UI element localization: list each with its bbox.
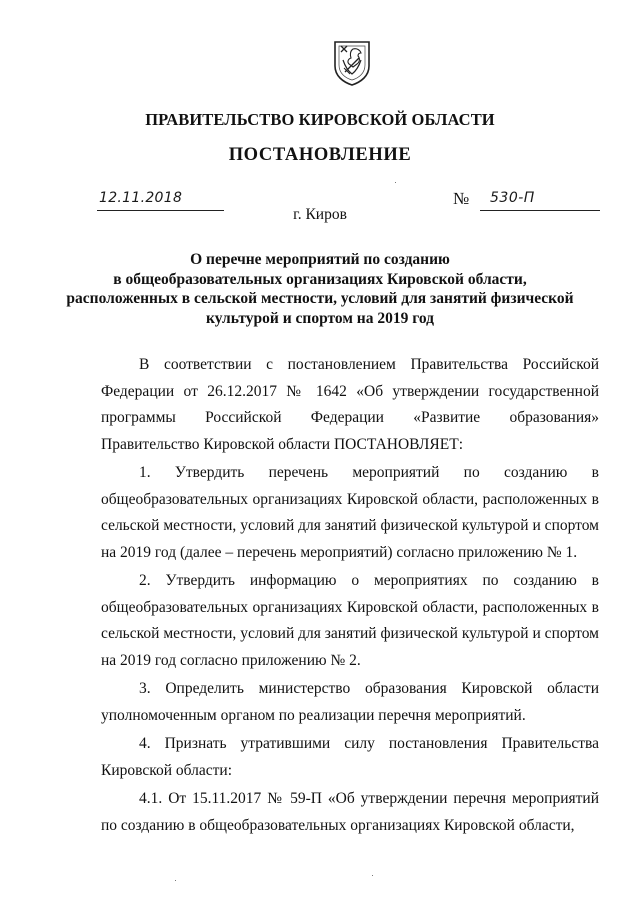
body-paragraph: 4.1. От 15.11.2017 № 59-П «Об утверждении перечня мероприятий по созданию в общеобразовательных организациях Кировской области, <box>101 790 599 834</box>
scan-speck <box>372 875 373 876</box>
number-value: 530-П <box>490 190 535 206</box>
body-paragraph: 1. Утвердить перечень мероприятий по созданию в общеобразовательных организациях Кировской области, расположенных в сельской местности, условий для занятий физической культурой и спортом на 2019 год (далее – перечень мероприятий) согласно приложению № 1. <box>101 464 599 561</box>
subject-line: О перечне мероприятий по созданию <box>190 251 450 268</box>
date-value: 12.11.2018 <box>99 190 183 206</box>
document-subject <box>60 250 580 328</box>
government-title: ПРАВИТЕЛЬСТВО КИРОВСКОЙ ОБЛАСТИ <box>145 110 495 129</box>
subject-line: в общеобразовательных организациях Кировской области, <box>113 270 527 288</box>
subject-line: культурой и спортом на 2019 год <box>205 309 435 327</box>
city-name: г. Киров <box>293 206 347 223</box>
scan-speck <box>175 880 176 881</box>
subject-line: расположенных в сельской местности, условий для занятий физической <box>66 290 574 307</box>
body-paragraph: 2. Утвердить информацию о мероприятиях по созданию в общеобразовательных организациях Кировской области, расположенных в сельской местности, условий для занятий физической культурой и спортом на 2019 год согласно приложению № 2. <box>101 572 599 669</box>
body-paragraph: В соответствии с постановлением Правительства Российской Федерации от 26.12.2017 № 1642 «Об утверждении государственной программы Российской Федерации «Развитие образования» Правительство Кировской области ПОСТАНОВЛЯЕТ: <box>101 356 599 453</box>
document-body <box>101 352 599 839</box>
coat-of-arms-icon <box>333 40 371 86</box>
scan-speck <box>395 182 396 183</box>
number-label: № <box>453 189 470 208</box>
body-paragraph: 3. Определить министерство образования Кировской области уполномоченным органом по реализации перечня мероприятий. <box>101 680 599 724</box>
body-paragraph: 4. Признать утратившими силу постановления Правительства Кировской области: <box>101 735 599 779</box>
document-type-title: ПОСТАНОВЛЕНИЕ <box>228 145 412 165</box>
